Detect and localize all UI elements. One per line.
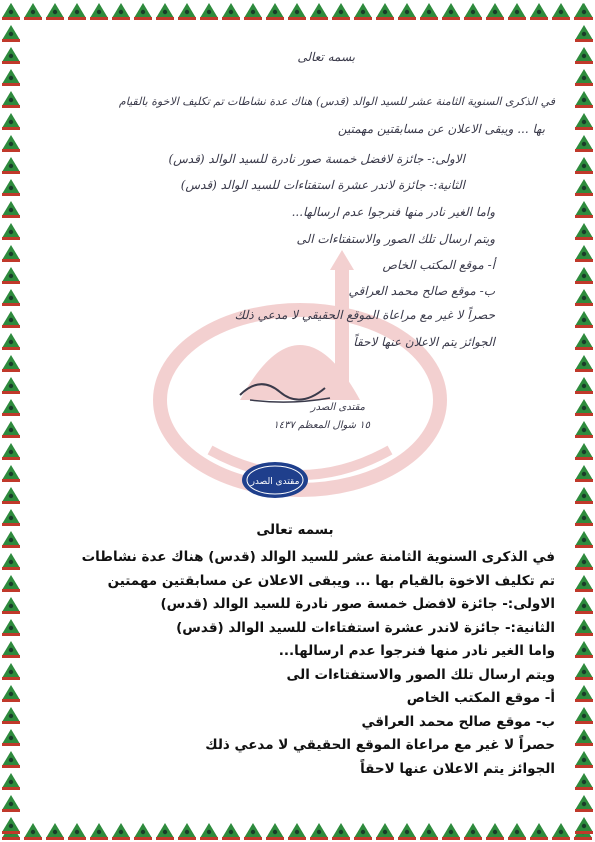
border-motif — [575, 663, 593, 680]
border-motif — [354, 3, 372, 20]
border-motif — [575, 531, 593, 548]
border-motif — [552, 823, 570, 840]
border-motif — [2, 113, 20, 130]
border-motif — [90, 3, 108, 20]
border-motif — [222, 3, 240, 20]
handwritten-line: الاولى:- جائزة لافضل خمسة صور نادرة للسيد الوالد (قدس) — [168, 152, 465, 166]
border-motif — [222, 823, 240, 840]
handwritten-letter — [40, 40, 555, 500]
border-motif — [2, 685, 20, 702]
border-motif — [244, 823, 262, 840]
border-motif — [442, 3, 460, 20]
border-motif — [68, 3, 86, 20]
border-motif — [332, 3, 350, 20]
border-motif — [156, 823, 174, 840]
border-motif — [90, 823, 108, 840]
border-motif — [486, 3, 504, 20]
border-motif — [2, 619, 20, 636]
border-motif — [575, 377, 593, 394]
border-motif — [2, 729, 20, 746]
border-motif — [575, 795, 593, 812]
border-motif — [575, 289, 593, 306]
border-motif — [2, 333, 20, 350]
typed-line: تم تكليف الاخوة بالقيام بها ... ويبقى الاعلان عن مسابقتين مهمتين — [107, 572, 555, 589]
border-pattern — [0, 820, 595, 842]
typed-line: الاولى:- جائزة لافضل خمسة صور نادرة للسيد الوالد (قدس) — [160, 596, 555, 612]
border-motif — [575, 311, 593, 328]
border-motif — [575, 201, 593, 218]
border-pattern — [573, 0, 595, 842]
border-motif — [575, 3, 593, 20]
handwritten-line: حصراً لا غير مع مراعاة الموقع الحقيقي لا مدعي ذلك — [234, 308, 495, 322]
border-motif — [575, 465, 593, 482]
border-motif — [575, 179, 593, 196]
border-motif — [398, 823, 416, 840]
border-motif — [2, 575, 20, 592]
border-motif — [508, 823, 526, 840]
official-stamp — [240, 460, 310, 500]
typed-transcription — [35, 522, 555, 781]
border-motif — [24, 823, 42, 840]
border-motif — [575, 113, 593, 130]
border-motif — [420, 3, 438, 20]
border-motif — [2, 201, 20, 218]
border-motif — [200, 3, 218, 20]
border-motif — [24, 3, 42, 20]
border-motif — [575, 817, 593, 834]
border-motif — [244, 3, 262, 20]
border-motif — [2, 641, 20, 658]
handwritten-line: في الذكرى السنوية الثامنة عشر للسيد الوالد (قدس) هناك عدة نشاطات تم تكليف الاخوة بالقيام — [118, 95, 555, 108]
border-motif — [2, 751, 20, 768]
decorative-border-bottom — [0, 820, 595, 842]
border-motif — [575, 509, 593, 526]
border-motif — [2, 443, 20, 460]
border-motif — [2, 509, 20, 526]
border-motif — [575, 619, 593, 636]
handwritten-line: بها ... ويبقى الاعلان عن مسابقتين مهمتين — [337, 122, 545, 136]
border-motif — [2, 707, 20, 724]
border-motif — [2, 245, 20, 262]
border-motif — [2, 773, 20, 790]
border-motif — [332, 823, 350, 840]
handwritten-line: واما الغير نادر منها فنرجوا عدم ارسالها... — [291, 205, 495, 219]
border-motif — [575, 487, 593, 504]
border-motif — [575, 707, 593, 724]
border-motif — [575, 355, 593, 372]
border-motif — [420, 823, 438, 840]
border-motif — [2, 663, 20, 680]
typed-title: بسمه تعالى — [256, 522, 334, 538]
border-motif — [46, 823, 64, 840]
border-motif — [2, 223, 20, 240]
border-motif — [464, 3, 482, 20]
border-motif — [575, 157, 593, 174]
border-motif — [376, 823, 394, 840]
border-motif — [354, 823, 372, 840]
border-motif — [2, 531, 20, 548]
border-motif — [575, 729, 593, 746]
border-motif — [178, 3, 196, 20]
border-motif — [2, 399, 20, 416]
border-motif — [2, 47, 20, 64]
border-motif — [442, 823, 460, 840]
border-motif — [2, 487, 20, 504]
border-motif — [575, 47, 593, 64]
border-motif — [2, 597, 20, 614]
handwritten-line: الثانية:- جائزة لاندر عشرة استفتاءات للسيد الوالد (قدس) — [180, 178, 465, 192]
border-motif — [156, 3, 174, 20]
border-motif — [575, 69, 593, 86]
border-motif — [2, 289, 20, 306]
border-motif — [2, 3, 20, 20]
decorative-border-right — [573, 0, 595, 842]
border-motif — [575, 91, 593, 108]
border-motif — [46, 3, 64, 20]
handwritten-title: بسمه تعالى — [297, 50, 355, 64]
border-motif — [486, 823, 504, 840]
border-motif — [2, 795, 20, 812]
typed-line: ويتم ارسال تلك الصور والاستفتاءات الى — [286, 666, 555, 683]
border-motif — [2, 69, 20, 86]
border-motif — [2, 465, 20, 482]
border-motif — [575, 751, 593, 768]
border-motif — [2, 421, 20, 438]
border-motif — [266, 3, 284, 20]
border-motif — [575, 267, 593, 284]
border-motif — [575, 553, 593, 570]
border-motif — [2, 553, 20, 570]
handwritten-line: الجوائز يتم الاعلان عنها لاحقاً — [353, 335, 495, 349]
border-motif — [2, 25, 20, 42]
border-motif — [575, 135, 593, 152]
border-motif — [112, 823, 130, 840]
border-motif — [2, 311, 20, 328]
border-motif — [178, 823, 196, 840]
border-motif — [112, 3, 130, 20]
border-motif — [288, 3, 306, 20]
signature-date: ١٥ شوال المعظم ١٤٣٧ — [273, 420, 370, 431]
border-motif — [575, 421, 593, 438]
border-motif — [68, 823, 86, 840]
border-motif — [134, 3, 152, 20]
typed-line: أ- موقع المكتب الخاص — [406, 690, 555, 706]
border-motif — [2, 91, 20, 108]
border-motif — [575, 333, 593, 350]
signature-name: مقتدى الصدر — [310, 402, 365, 413]
border-motif — [508, 3, 526, 20]
border-motif — [398, 3, 416, 20]
border-motif — [288, 823, 306, 840]
border-motif — [200, 823, 218, 840]
border-motif — [575, 575, 593, 592]
border-motif — [266, 823, 284, 840]
border-motif — [2, 135, 20, 152]
border-pattern — [0, 0, 595, 22]
border-motif — [2, 377, 20, 394]
typed-line: حصراً لا غير مع مراعاة الموقع الحقيقي لا مدعي ذلك — [205, 737, 555, 753]
border-pattern — [0, 0, 22, 842]
border-motif — [575, 685, 593, 702]
border-motif — [575, 25, 593, 42]
border-motif — [575, 773, 593, 790]
handwritten-line: أ- موقع المكتب الخاص — [382, 258, 495, 272]
stamp-text: مقتدى الصدر — [250, 477, 300, 487]
typed-line: الثانية:- جائزة لاندر عشرة استفتاءات للسيد الوالد (قدس) — [176, 619, 555, 636]
border-motif — [2, 157, 20, 174]
border-motif — [376, 3, 394, 20]
border-motif — [464, 823, 482, 840]
decorative-border-top — [0, 0, 595, 22]
border-motif — [310, 823, 328, 840]
border-motif — [2, 355, 20, 372]
border-motif — [310, 3, 328, 20]
border-motif — [575, 443, 593, 460]
handwritten-line: ويتم ارسال تلك الصور والاستفتاءات الى — [296, 232, 495, 246]
border-motif — [2, 267, 20, 284]
border-motif — [2, 179, 20, 196]
border-motif — [575, 245, 593, 262]
border-motif — [575, 223, 593, 240]
border-motif — [575, 597, 593, 614]
typed-line: في الذكرى السنوية الثامنة عشر للسيد الوالد (قدس) هناك عدة نشاطات — [81, 549, 555, 565]
border-motif — [2, 817, 20, 834]
border-motif — [575, 399, 593, 416]
typed-line: واما الغير نادر منها فنرجوا عدم ارسالها... — [278, 643, 555, 659]
border-motif — [530, 3, 548, 20]
decorative-border-left — [0, 0, 22, 842]
typed-line: ب- موقع صالح محمد العراقي — [361, 713, 555, 730]
border-motif — [575, 641, 593, 658]
border-motif — [134, 823, 152, 840]
handwritten-line: ب- موقع صالح محمد العراقي — [348, 284, 495, 298]
border-motif — [530, 823, 548, 840]
typed-line: الجوائز يتم الاعلان عنها لاحقاً — [360, 760, 555, 777]
border-motif — [552, 3, 570, 20]
